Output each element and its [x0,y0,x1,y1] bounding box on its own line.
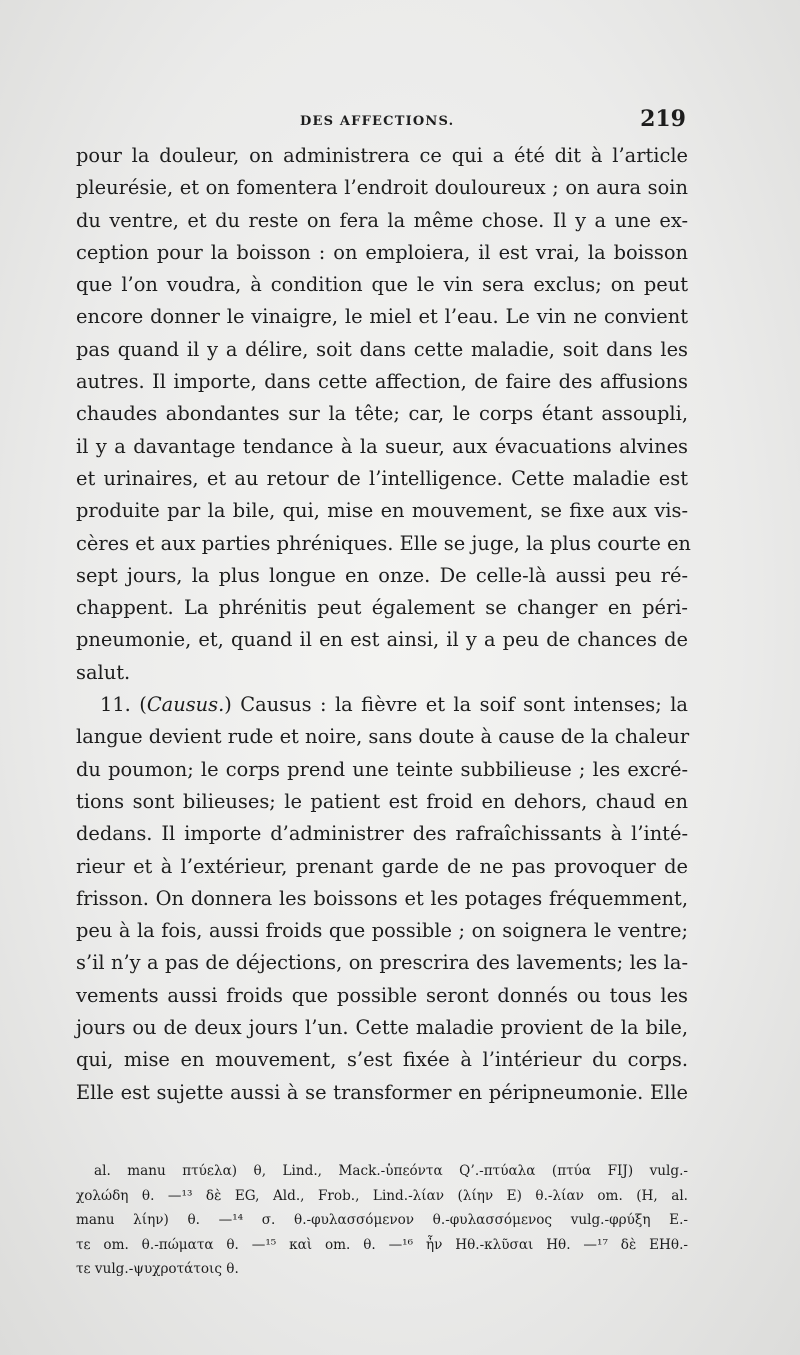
text-line: Elle est sujette aussi à se transformer en péripneumonie. Elle [76,1080,688,1104]
text-line: ception pour la boisson : on emploiera, il est vrai, la boisson [76,240,688,264]
footnote-line: τε om. θ.-πώματα θ. —¹⁵ καὶ om. θ. —¹⁶ ἦν Hθ.-κλῦσαι Hθ. —¹⁷ δὲ EHθ.- [76,1236,688,1253]
footnote-line: al. manu πτύελα) θ, Lind., Mack.-ὑπεόντα Q’.-πτύαλα (πτύα FIJ) vulg.- [94,1163,688,1179]
footnote-line: χολώδη θ. —¹³ δὲ EG, Ald., Frob., Lind.-λίαν (λίην E) θ.-λίαν om. (H, al. [76,1187,688,1204]
footnotes [76,1159,688,1282]
running-title: DES AFFECTIONS. [300,114,455,129]
text-line: salut. [76,660,131,684]
text-line: du poumon; le corps prend une teinte subbilieuse ; les excré- [76,757,688,781]
text-line: vements aussi froids que possible seront donnés ou tous les [76,983,688,1007]
text-line: encore donner le vinaigre, le miel et l’eau. Le vin ne convient [76,305,688,329]
text-line: chappent. La phrénitis peut également se changer en péri- [76,596,688,620]
text-line: produite par la bile, qui, mise en mouvement, se fixe aux vis- [76,499,688,523]
text-line: pleurésie, et on fomentera l’endroit douloureux ; on aura soin [76,176,688,200]
text-line: cères et aux parties phréniques. Elle se juge, la plus courte en [76,531,691,555]
text-line: langue devient rude et noire, sans doute à cause de la chaleur [76,725,690,749]
text-segment: ) Causus : la fièvre et la soif sont intenses; la [224,693,688,717]
text-line: pour la douleur, on administrera ce qui a été dit à l’article [76,144,688,167]
text-line: et urinaires, et au retour de l’intelligence. Cette maladie est [76,466,688,490]
footnote-line: τε vulg.-ψυχροτάτοις θ. [76,1261,239,1278]
text-line: tions sont bilieuses; le patient est froid en dehors, chaud en [76,789,688,813]
text-line: jours ou de deux jours l’un. Cette maladie provient de la bile, [76,1016,688,1040]
text-line: pneumonie, et, quand il en est ainsi, il y a peu de chances de [76,628,688,652]
section-heading-causus: Causus. [146,693,225,717]
text-line: il y a davantage tendance à la sueur, aux évacuations alvines [76,434,688,458]
text-line: dedans. Il importe d’administrer des rafraîchissants à l’inté- [76,822,688,846]
main-text [76,140,691,1109]
footnote-line: manu λίην) θ. —¹⁴ σ. θ.-φυλασσόμενον θ.-φυλασσόμενος vulg.-φρύξη E.- [76,1212,688,1229]
text-line: s’il n’y a pas de déjections, on prescrira des lavements; les la- [76,951,688,975]
section-number: 11. ( [100,693,147,717]
text-line: rieur et à l’extérieur, prenant garde de ne pas provoquer de [76,854,688,878]
text-line: pas quand il y a délire, soit dans cette maladie, soit dans les [76,337,688,361]
running-head [76,106,686,136]
text-line: chaudes abondantes sur la tête; car, le corps étant assoupli, [76,402,688,426]
text-line: peu à la fois, aussi froids que possible ; on soignera le ventre; [76,919,688,943]
text-line: du ventre, et du reste on fera la même chose. Il y a une ex- [76,208,688,232]
text-line: sept jours, la plus longue en onze. De celle-là aussi peu ré- [76,563,688,587]
text-line: qui, mise en mouvement, s’est fixée à l’intérieur du corps. [76,1048,688,1072]
text-line: autres. Il importe, dans cette affection, de faire des affusions [76,370,688,394]
text-line: frisson. On donnera les boissons et les potages fréquemment, [76,886,688,910]
page-number: 219 [640,106,686,132]
paragraph-11-start [76,689,688,721]
text-line: que l’on voudra, à condition que le vin sera exclus; on peut [76,273,688,297]
